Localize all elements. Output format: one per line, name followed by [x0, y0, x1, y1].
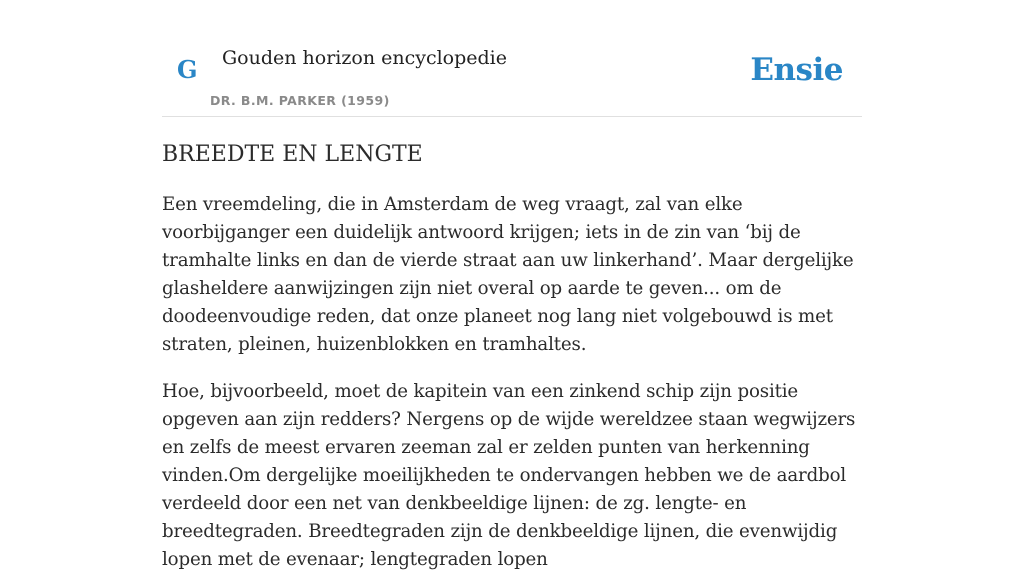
ensie-logo[interactable]: Ensie: [750, 52, 843, 88]
page-header: [162, 0, 862, 117]
article-paragraph: Hoe, bijvoorbeeld, moet de kapitein van een zinkend schip zijn positie opgeven aan zijn redders? Nergens op de wijde wereldzee staan wegwijzers en zelfs de meest ervaren zeeman zal er zelden punten van herkenning vinden.Om dergelijke moeilijkheden te ondervangen hebben we de aardbol verdeeld door een net van denkbeeldige lijnen: de zg. lengte- en breedtegraden. Breedtegraden zijn de denkbeeldige lijnen, die evenwijdig lopen met de evenaar; lengtegraden lopen: [162, 381, 856, 570]
book-author: DR. B.M. PARKER (1959): [210, 93, 390, 108]
book-logo[interactable]: G: [177, 55, 198, 84]
article: [162, 138, 862, 574]
article-paragraph: Een vreemdeling, die in Amsterdam de weg vraagt, zal van elke voorbijganger een duidelijk antwoord krijgen; iets in de zin van ‘bij de tramhalte links en dan de vierde straat aan uw linkerhand’. Maar dergelijke glasheldere aanwijzingen zijn niet overal op aarde te geven... om de doodeenvoudige reden, dat onze planeet nog lang niet volgebouwd is met straten, pleinen, huizenblokken en tramhaltes.: [162, 194, 854, 355]
article-title: BREEDTE EN LENGTE: [162, 142, 423, 167]
book-title[interactable]: Gouden horizon encyclopedie: [222, 47, 507, 69]
